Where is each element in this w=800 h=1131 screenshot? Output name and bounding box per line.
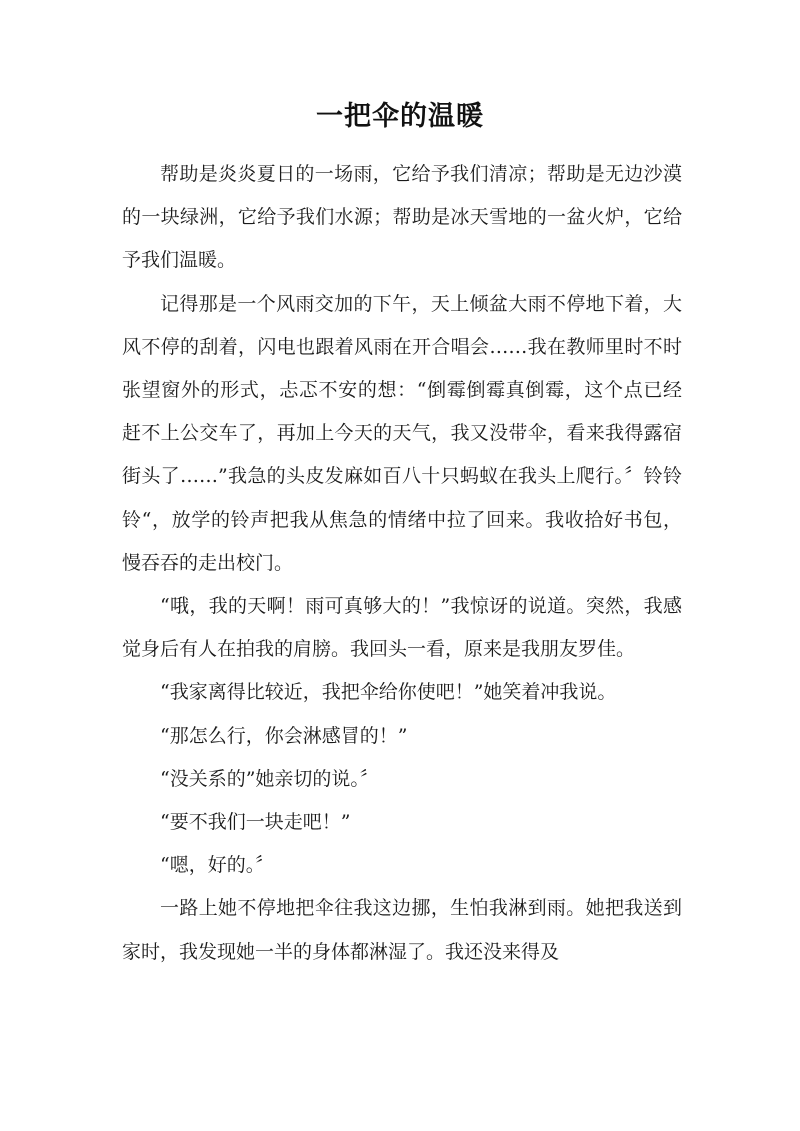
paragraph-3: “哦，我的天啊！雨可真够大的！”我惊讶的说道。突然，我感觉身后有人在拍我的肩膀。我回头一看，原来是我朋友罗佳。 — [122, 595, 682, 661]
paragraph-7: “要不我们一块走吧！” — [160, 811, 351, 834]
paragraph-9: 一路上她不停地把伞往我这边挪，生怕我淋到雨。她把我送到家时，我发现她一半的身体都淋湿了。我还没来得及 — [122, 897, 682, 963]
article-body — [122, 153, 682, 974]
page-title: 一把伞的温暖 — [316, 101, 484, 132]
paragraph-4: “我家离得比较近，我把伞给你使吧！”她笑着冲我说。 — [160, 681, 617, 704]
paragraph-8: “嗯，好的。〞 — [160, 854, 275, 877]
paragraph-2: 记得那是一个风雨交加的下午，天上倾盆大雨不停地下着，大风不停的刮着，闪电也跟着风雨在开合唱会……我在教师里时不时张望窗外的形式，忐忑不安的想：“倒霉倒霉真倒霉，这个点已经赶不上公交车了，再加上今天的天气，我又没带伞，看来我得露宿街头了……”我急的头皮发麻如百八十只蚂蚁在我头上爬行。〞铃铃铃“，放学的铃声把我从焦急的情绪中拉了回来。我收拾好书包，慢吞吞的走出校门。 — [122, 292, 682, 574]
paragraph-6: “没关系的”她亲切的说。〞 — [160, 767, 379, 790]
paragraph-1: 帮助是炎炎夏日的一场雨，它给予我们清凉；帮助是无边沙漠的一块绿洲，它给予我们水源；帮助是冰天雪地的一盆火炉，它给予我们温暖。 — [122, 163, 682, 272]
paragraph-5: “那怎么行，你会淋感冒的！” — [160, 724, 408, 747]
